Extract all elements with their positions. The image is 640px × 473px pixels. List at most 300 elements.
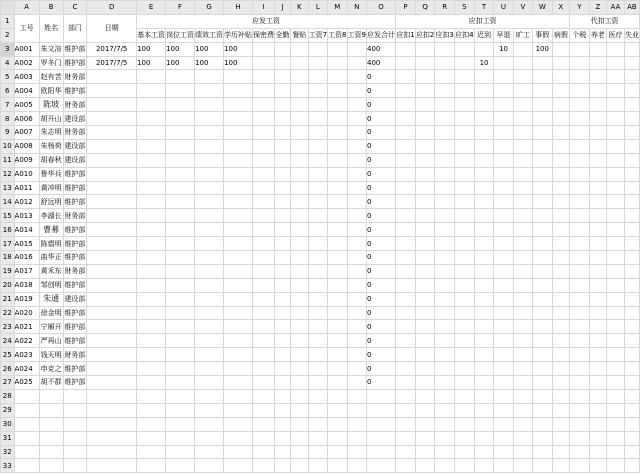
header-withhold-sub[interactable]: 失业 bbox=[624, 28, 639, 42]
deduct-cell[interactable] bbox=[396, 112, 416, 126]
empty-cell[interactable] bbox=[474, 459, 493, 473]
withhold-cell[interactable] bbox=[570, 320, 589, 334]
deduct-cell[interactable] bbox=[513, 251, 532, 265]
payable-cell[interactable] bbox=[166, 139, 195, 153]
payable-cell[interactable] bbox=[328, 181, 347, 195]
header-payable-group[interactable]: 应发工资 bbox=[137, 14, 396, 28]
payable-cell[interactable] bbox=[347, 348, 366, 362]
payable-cell[interactable] bbox=[275, 320, 291, 334]
row-header-20[interactable]: 20 bbox=[1, 278, 15, 292]
payable-cell[interactable] bbox=[166, 376, 195, 390]
employee-dept-cell[interactable]: 财务部 bbox=[63, 209, 87, 223]
deduct-cell[interactable] bbox=[474, 237, 493, 251]
empty-cell[interactable] bbox=[415, 459, 434, 473]
deduct-cell[interactable] bbox=[396, 126, 416, 140]
payable-cell[interactable] bbox=[224, 251, 253, 265]
withhold-cell[interactable] bbox=[624, 167, 639, 181]
payable-cell[interactable] bbox=[224, 153, 253, 167]
payable-cell[interactable] bbox=[195, 348, 224, 362]
employee-date-cell[interactable] bbox=[87, 139, 137, 153]
empty-cell[interactable] bbox=[308, 417, 327, 431]
deduct-cell[interactable] bbox=[552, 251, 570, 265]
empty-cell[interactable] bbox=[63, 403, 87, 417]
row-header-29[interactable]: 29 bbox=[1, 403, 15, 417]
employee-date-cell[interactable] bbox=[87, 306, 137, 320]
deduct-cell[interactable] bbox=[494, 167, 513, 181]
payable-cell[interactable] bbox=[137, 153, 166, 167]
payable-cell[interactable] bbox=[275, 167, 291, 181]
empty-cell[interactable] bbox=[552, 389, 570, 403]
empty-cell[interactable] bbox=[275, 431, 291, 445]
column-header-o[interactable]: O bbox=[367, 1, 396, 15]
empty-cell[interactable] bbox=[570, 389, 589, 403]
deduct-cell[interactable] bbox=[415, 42, 434, 56]
empty-cell[interactable] bbox=[328, 417, 347, 431]
employee-dept-cell[interactable]: 建设部 bbox=[63, 153, 87, 167]
payable-cell[interactable] bbox=[347, 376, 366, 390]
payable-cell[interactable] bbox=[275, 112, 291, 126]
payable-cell[interactable] bbox=[308, 56, 327, 70]
payable-cell[interactable] bbox=[137, 348, 166, 362]
payable-cell[interactable] bbox=[224, 334, 253, 348]
withhold-cell[interactable] bbox=[589, 84, 607, 98]
payable-total-cell[interactable]: 0 bbox=[367, 126, 396, 140]
payable-cell[interactable] bbox=[195, 139, 224, 153]
empty-cell[interactable] bbox=[624, 445, 639, 459]
column-header-d[interactable]: D bbox=[87, 1, 137, 15]
payable-cell[interactable] bbox=[137, 320, 166, 334]
empty-cell[interactable] bbox=[570, 445, 589, 459]
deduct-cell[interactable] bbox=[552, 42, 570, 56]
deduct-cell[interactable] bbox=[435, 278, 454, 292]
header-dept[interactable]: 部门 bbox=[63, 14, 87, 42]
employee-code-cell[interactable]: A005 bbox=[14, 98, 39, 112]
withhold-cell[interactable] bbox=[607, 306, 625, 320]
employee-name-cell[interactable]: 朱通 bbox=[39, 292, 63, 306]
payable-cell[interactable] bbox=[195, 306, 224, 320]
empty-cell[interactable] bbox=[589, 403, 607, 417]
deduct-cell[interactable] bbox=[415, 237, 434, 251]
payable-cell[interactable] bbox=[137, 237, 166, 251]
empty-cell[interactable] bbox=[552, 403, 570, 417]
empty-cell[interactable] bbox=[624, 417, 639, 431]
payable-cell[interactable] bbox=[253, 292, 275, 306]
deduct-cell[interactable] bbox=[513, 139, 532, 153]
payable-cell[interactable] bbox=[195, 209, 224, 223]
deduct-cell[interactable] bbox=[552, 84, 570, 98]
payable-cell[interactable] bbox=[275, 70, 291, 84]
employee-name-cell[interactable]: 陈坡 bbox=[39, 98, 63, 112]
empty-cell[interactable] bbox=[347, 403, 366, 417]
employee-name-cell[interactable]: 鲁华兵 bbox=[39, 167, 63, 181]
deduct-cell[interactable] bbox=[454, 56, 474, 70]
payable-cell[interactable] bbox=[137, 264, 166, 278]
row-header-4[interactable]: 4 bbox=[1, 56, 15, 70]
empty-cell[interactable] bbox=[435, 459, 454, 473]
empty-cell[interactable] bbox=[328, 403, 347, 417]
payable-cell[interactable] bbox=[328, 139, 347, 153]
payable-cell[interactable] bbox=[166, 126, 195, 140]
empty-cell[interactable] bbox=[195, 445, 224, 459]
payable-cell[interactable]: 100 bbox=[166, 42, 195, 56]
employee-code-cell[interactable]: A002 bbox=[14, 56, 39, 70]
empty-cell[interactable] bbox=[367, 403, 396, 417]
column-header-n[interactable]: N bbox=[347, 1, 366, 15]
deduct-cell[interactable] bbox=[494, 362, 513, 376]
deduct-cell[interactable] bbox=[415, 251, 434, 265]
deduct-cell[interactable] bbox=[396, 348, 416, 362]
employee-code-cell[interactable]: A019 bbox=[14, 292, 39, 306]
employee-date-cell[interactable] bbox=[87, 278, 137, 292]
deduct-cell[interactable] bbox=[552, 223, 570, 237]
deduct-cell[interactable] bbox=[396, 223, 416, 237]
payable-cell[interactable] bbox=[328, 84, 347, 98]
payable-cell[interactable] bbox=[328, 126, 347, 140]
withhold-cell[interactable] bbox=[589, 126, 607, 140]
payable-cell[interactable] bbox=[195, 251, 224, 265]
empty-cell[interactable] bbox=[87, 389, 137, 403]
payable-cell[interactable] bbox=[308, 292, 327, 306]
empty-cell[interactable] bbox=[308, 389, 327, 403]
empty-cell[interactable] bbox=[328, 459, 347, 473]
payable-cell[interactable] bbox=[195, 70, 224, 84]
empty-cell[interactable] bbox=[513, 417, 532, 431]
employee-date-cell[interactable] bbox=[87, 167, 137, 181]
empty-cell[interactable] bbox=[275, 389, 291, 403]
payable-cell[interactable] bbox=[328, 237, 347, 251]
employee-date-cell[interactable] bbox=[87, 362, 137, 376]
withhold-cell[interactable] bbox=[607, 70, 625, 84]
deduct-cell[interactable] bbox=[552, 237, 570, 251]
payable-cell[interactable] bbox=[328, 56, 347, 70]
row-header-33[interactable]: 33 bbox=[1, 459, 15, 473]
deduct-cell[interactable] bbox=[435, 320, 454, 334]
empty-cell[interactable] bbox=[290, 389, 308, 403]
payable-cell[interactable] bbox=[328, 306, 347, 320]
row-header-17[interactable]: 17 bbox=[1, 237, 15, 251]
payable-cell[interactable] bbox=[347, 320, 366, 334]
empty-cell[interactable] bbox=[39, 389, 63, 403]
row-header-8[interactable]: 8 bbox=[1, 112, 15, 126]
payable-cell[interactable] bbox=[224, 362, 253, 376]
deduct-cell[interactable] bbox=[533, 278, 552, 292]
employee-date-cell[interactable] bbox=[87, 195, 137, 209]
empty-cell[interactable] bbox=[533, 389, 552, 403]
payable-cell[interactable] bbox=[253, 70, 275, 84]
header-payable-sub[interactable]: 基本工资 bbox=[137, 28, 166, 42]
payable-total-cell[interactable]: 0 bbox=[367, 348, 396, 362]
header-deduct-sub[interactable]: 应扣1 bbox=[396, 28, 416, 42]
payable-cell[interactable] bbox=[290, 278, 308, 292]
payable-cell[interactable] bbox=[290, 112, 308, 126]
employee-date-cell[interactable] bbox=[87, 376, 137, 390]
empty-cell[interactable] bbox=[290, 403, 308, 417]
employee-name-cell[interactable]: 钱天明 bbox=[39, 348, 63, 362]
deduct-cell[interactable] bbox=[396, 362, 416, 376]
empty-cell[interactable] bbox=[195, 431, 224, 445]
deduct-cell[interactable] bbox=[435, 362, 454, 376]
payable-cell[interactable] bbox=[328, 362, 347, 376]
empty-cell[interactable] bbox=[494, 431, 513, 445]
row-header-32[interactable]: 32 bbox=[1, 445, 15, 459]
payable-cell[interactable] bbox=[308, 98, 327, 112]
payable-cell[interactable] bbox=[347, 237, 366, 251]
employee-date-cell[interactable] bbox=[87, 320, 137, 334]
withhold-cell[interactable] bbox=[607, 278, 625, 292]
payable-cell[interactable] bbox=[328, 251, 347, 265]
header-code[interactable]: 工号 bbox=[14, 14, 39, 42]
payable-cell[interactable] bbox=[166, 153, 195, 167]
empty-cell[interactable] bbox=[224, 431, 253, 445]
employee-name-cell[interactable]: 胡不群 bbox=[39, 376, 63, 390]
employee-dept-cell[interactable]: 财务部 bbox=[63, 126, 87, 140]
employee-dept-cell[interactable]: 建设部 bbox=[63, 139, 87, 153]
deduct-cell[interactable] bbox=[454, 348, 474, 362]
deduct-cell[interactable] bbox=[415, 181, 434, 195]
empty-cell[interactable] bbox=[494, 389, 513, 403]
empty-cell[interactable] bbox=[474, 431, 493, 445]
deduct-cell[interactable] bbox=[435, 56, 454, 70]
empty-cell[interactable] bbox=[290, 459, 308, 473]
payable-cell[interactable] bbox=[137, 139, 166, 153]
payable-total-cell[interactable]: 0 bbox=[367, 84, 396, 98]
payable-cell[interactable] bbox=[347, 195, 366, 209]
row-header-25[interactable]: 25 bbox=[1, 348, 15, 362]
deduct-cell[interactable] bbox=[435, 237, 454, 251]
deduct-cell[interactable] bbox=[454, 70, 474, 84]
withhold-cell[interactable] bbox=[570, 376, 589, 390]
header-payable-sub[interactable]: 工资8 bbox=[328, 28, 347, 42]
payable-total-cell[interactable]: 0 bbox=[367, 237, 396, 251]
withhold-cell[interactable] bbox=[607, 251, 625, 265]
deduct-cell[interactable] bbox=[474, 306, 493, 320]
payable-cell[interactable] bbox=[253, 126, 275, 140]
payable-cell[interactable] bbox=[253, 167, 275, 181]
row-header-19[interactable]: 19 bbox=[1, 264, 15, 278]
payable-total-cell[interactable]: 400 bbox=[367, 42, 396, 56]
empty-cell[interactable] bbox=[513, 431, 532, 445]
deduct-cell[interactable] bbox=[415, 98, 434, 112]
payable-cell[interactable] bbox=[253, 153, 275, 167]
deduct-cell[interactable] bbox=[494, 348, 513, 362]
empty-cell[interactable] bbox=[415, 389, 434, 403]
payable-cell[interactable] bbox=[275, 334, 291, 348]
deduct-cell[interactable] bbox=[435, 126, 454, 140]
employee-dept-cell[interactable]: 维护部 bbox=[63, 278, 87, 292]
deduct-cell[interactable] bbox=[454, 278, 474, 292]
column-header-g[interactable]: G bbox=[195, 1, 224, 15]
payable-cell[interactable] bbox=[166, 70, 195, 84]
payable-cell[interactable] bbox=[224, 84, 253, 98]
employee-name-cell[interactable]: 黄禾东 bbox=[39, 264, 63, 278]
empty-cell[interactable] bbox=[14, 459, 39, 473]
empty-cell[interactable] bbox=[474, 389, 493, 403]
payable-cell[interactable] bbox=[224, 195, 253, 209]
deduct-cell[interactable] bbox=[513, 84, 532, 98]
deduct-cell[interactable] bbox=[435, 181, 454, 195]
payable-cell[interactable] bbox=[137, 181, 166, 195]
deduct-cell[interactable] bbox=[435, 139, 454, 153]
payable-cell[interactable] bbox=[290, 167, 308, 181]
empty-cell[interactable] bbox=[328, 389, 347, 403]
empty-cell[interactable] bbox=[63, 431, 87, 445]
empty-cell[interactable] bbox=[513, 389, 532, 403]
empty-cell[interactable] bbox=[552, 431, 570, 445]
employee-dept-cell[interactable]: 维护部 bbox=[63, 334, 87, 348]
payable-cell[interactable] bbox=[347, 181, 366, 195]
employee-dept-cell[interactable]: 维护部 bbox=[63, 306, 87, 320]
payable-cell[interactable] bbox=[347, 153, 366, 167]
deduct-cell[interactable] bbox=[435, 98, 454, 112]
empty-cell[interactable] bbox=[454, 459, 474, 473]
payable-cell[interactable] bbox=[195, 376, 224, 390]
deduct-cell[interactable] bbox=[494, 84, 513, 98]
payable-cell[interactable] bbox=[275, 264, 291, 278]
deduct-cell[interactable] bbox=[513, 264, 532, 278]
deduct-cell[interactable] bbox=[552, 376, 570, 390]
column-header-s[interactable]: S bbox=[454, 1, 474, 15]
row-header-26[interactable]: 26 bbox=[1, 362, 15, 376]
header-withhold-sub[interactable]: 养老 bbox=[589, 28, 607, 42]
payable-cell[interactable] bbox=[290, 181, 308, 195]
payable-cell[interactable] bbox=[275, 84, 291, 98]
empty-cell[interactable] bbox=[396, 403, 416, 417]
deduct-cell[interactable] bbox=[533, 153, 552, 167]
withhold-cell[interactable] bbox=[570, 112, 589, 126]
deduct-cell[interactable] bbox=[474, 126, 493, 140]
payable-cell[interactable] bbox=[308, 112, 327, 126]
withhold-cell[interactable] bbox=[570, 153, 589, 167]
deduct-cell[interactable] bbox=[533, 264, 552, 278]
payable-cell[interactable] bbox=[290, 139, 308, 153]
empty-cell[interactable] bbox=[624, 431, 639, 445]
empty-cell[interactable] bbox=[253, 389, 275, 403]
withhold-cell[interactable] bbox=[570, 195, 589, 209]
deduct-cell[interactable] bbox=[494, 195, 513, 209]
empty-cell[interactable] bbox=[415, 403, 434, 417]
empty-cell[interactable] bbox=[474, 417, 493, 431]
employee-code-cell[interactable]: A023 bbox=[14, 348, 39, 362]
employee-code-cell[interactable]: A011 bbox=[14, 181, 39, 195]
empty-cell[interactable] bbox=[195, 403, 224, 417]
withhold-cell[interactable] bbox=[624, 42, 639, 56]
deduct-cell[interactable] bbox=[533, 376, 552, 390]
deduct-cell[interactable] bbox=[415, 112, 434, 126]
deduct-cell[interactable] bbox=[494, 181, 513, 195]
deduct-cell[interactable] bbox=[552, 292, 570, 306]
withhold-cell[interactable] bbox=[607, 84, 625, 98]
payable-cell[interactable] bbox=[275, 98, 291, 112]
empty-cell[interactable] bbox=[137, 389, 166, 403]
empty-cell[interactable] bbox=[435, 431, 454, 445]
deduct-cell[interactable] bbox=[415, 362, 434, 376]
deduct-cell[interactable] bbox=[474, 167, 493, 181]
payable-cell[interactable] bbox=[328, 376, 347, 390]
deduct-cell[interactable] bbox=[454, 112, 474, 126]
column-header-b[interactable]: B bbox=[39, 1, 63, 15]
deduct-cell[interactable] bbox=[494, 376, 513, 390]
withhold-cell[interactable] bbox=[570, 348, 589, 362]
empty-cell[interactable] bbox=[347, 459, 366, 473]
empty-cell[interactable] bbox=[166, 417, 195, 431]
deduct-cell[interactable] bbox=[396, 98, 416, 112]
payable-cell[interactable] bbox=[166, 292, 195, 306]
empty-cell[interactable] bbox=[415, 445, 434, 459]
withhold-cell[interactable] bbox=[589, 251, 607, 265]
withhold-cell[interactable] bbox=[589, 292, 607, 306]
empty-cell[interactable] bbox=[308, 403, 327, 417]
empty-cell[interactable] bbox=[195, 389, 224, 403]
deduct-cell[interactable] bbox=[396, 209, 416, 223]
payable-cell[interactable] bbox=[275, 223, 291, 237]
payable-cell[interactable] bbox=[347, 292, 366, 306]
payable-cell[interactable] bbox=[275, 181, 291, 195]
payable-cell[interactable] bbox=[166, 334, 195, 348]
payable-cell[interactable] bbox=[224, 306, 253, 320]
employee-date-cell[interactable] bbox=[87, 334, 137, 348]
deduct-cell[interactable] bbox=[454, 306, 474, 320]
empty-cell[interactable] bbox=[589, 459, 607, 473]
deduct-cell[interactable] bbox=[533, 112, 552, 126]
empty-cell[interactable] bbox=[87, 445, 137, 459]
payable-total-cell[interactable]: 0 bbox=[367, 98, 396, 112]
withhold-cell[interactable] bbox=[607, 223, 625, 237]
header-payable-sub[interactable]: 工资9 bbox=[347, 28, 366, 42]
withhold-cell[interactable] bbox=[607, 167, 625, 181]
deduct-cell[interactable] bbox=[415, 126, 434, 140]
payable-cell[interactable] bbox=[253, 237, 275, 251]
empty-cell[interactable] bbox=[166, 403, 195, 417]
employee-name-cell[interactable]: 陈熠明 bbox=[39, 237, 63, 251]
header-deduct-sub[interactable]: 迟到 bbox=[474, 28, 493, 42]
payable-cell[interactable] bbox=[253, 348, 275, 362]
deduct-cell[interactable] bbox=[415, 209, 434, 223]
withhold-cell[interactable] bbox=[589, 306, 607, 320]
empty-cell[interactable] bbox=[396, 459, 416, 473]
empty-cell[interactable] bbox=[607, 431, 625, 445]
column-header-c[interactable]: C bbox=[63, 1, 87, 15]
deduct-cell[interactable] bbox=[513, 362, 532, 376]
employee-code-cell[interactable]: A009 bbox=[14, 153, 39, 167]
deduct-cell[interactable] bbox=[513, 376, 532, 390]
payable-cell[interactable] bbox=[328, 223, 347, 237]
payable-cell[interactable] bbox=[328, 264, 347, 278]
payable-cell[interactable] bbox=[137, 376, 166, 390]
empty-cell[interactable] bbox=[137, 417, 166, 431]
payable-cell[interactable] bbox=[290, 348, 308, 362]
deduct-cell[interactable] bbox=[552, 56, 570, 70]
deduct-cell[interactable] bbox=[435, 42, 454, 56]
employee-name-cell[interactable]: 赵有苦 bbox=[39, 70, 63, 84]
empty-cell[interactable] bbox=[347, 445, 366, 459]
deduct-cell[interactable] bbox=[533, 98, 552, 112]
employee-dept-cell[interactable]: 维护部 bbox=[63, 251, 87, 265]
deduct-cell[interactable] bbox=[533, 84, 552, 98]
empty-cell[interactable] bbox=[39, 459, 63, 473]
payable-cell[interactable] bbox=[308, 153, 327, 167]
payable-cell[interactable] bbox=[308, 278, 327, 292]
payable-total-cell[interactable]: 0 bbox=[367, 167, 396, 181]
empty-cell[interactable] bbox=[396, 445, 416, 459]
payable-cell[interactable] bbox=[275, 139, 291, 153]
payable-total-cell[interactable]: 0 bbox=[367, 112, 396, 126]
column-header-r[interactable]: R bbox=[435, 1, 454, 15]
employee-code-cell[interactable]: A017 bbox=[14, 264, 39, 278]
empty-cell[interactable] bbox=[533, 403, 552, 417]
column-header-ab[interactable]: AB bbox=[624, 1, 639, 15]
payable-cell[interactable] bbox=[166, 84, 195, 98]
deduct-cell[interactable] bbox=[415, 84, 434, 98]
